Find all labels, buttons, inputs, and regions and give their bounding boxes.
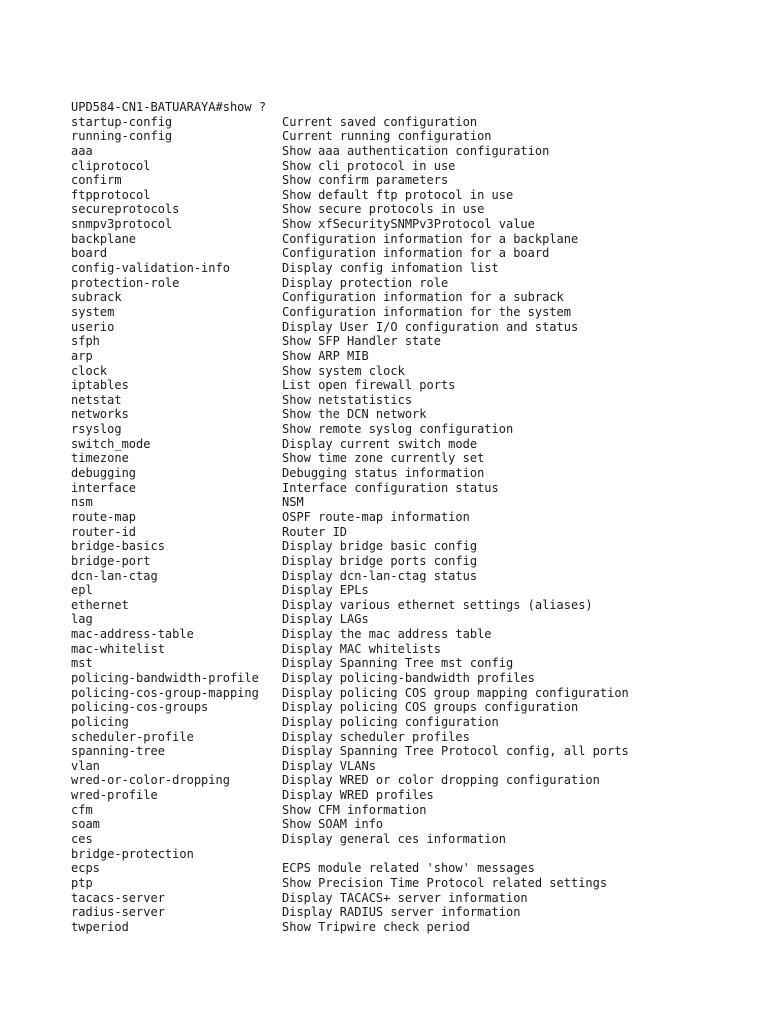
command-name: ftpprotocol [71,187,151,202]
command-name: radius-server [71,905,165,920]
command-row [71,861,721,876]
command-row [71,744,721,759]
command-name: vlan [71,758,100,773]
command-row [71,422,721,437]
command-description: Display EPLs [282,583,369,598]
command-row [71,700,721,715]
command-name: ethernet [71,597,129,612]
command-description: Configuration information for a board [282,246,550,261]
command-name: interface [71,480,137,495]
command-description: Display various ethernet settings (aliases) [282,597,593,612]
command-row [71,246,721,261]
command-name: policing [71,714,129,729]
command-name: ptp [71,875,93,890]
command-name: iptables [71,378,129,393]
command-description: Show remote syslog configuration [282,422,514,437]
command-row [71,832,721,847]
command-row [71,115,721,130]
command-row [71,217,721,232]
cli-output [71,100,721,935]
command-description: Display policing COS groups configuration [282,700,579,715]
command-name: mst [71,656,93,671]
command-description: Show xfSecuritySNMPv3Protocol value [282,217,535,232]
command-name: running-config [71,129,173,144]
command-description: Display WRED or color dropping configuration [282,773,600,788]
command-row [71,276,721,291]
command-row [71,759,721,774]
command-description: Show the DCN network [282,407,427,422]
command-row [71,290,721,305]
command-description: Show Precision Time Protocol related settings [282,875,608,890]
command-description: Display the mac address table [282,627,492,642]
command-row [71,159,721,174]
command-description: Display RADIUS server information [282,905,521,920]
command-name: clock [71,363,108,378]
command-name: tacacs-server [71,890,165,905]
command-row [71,730,721,745]
command-description: Configuration information for the system [282,304,571,319]
command-name: networks [71,407,129,422]
command-row [71,788,721,803]
command-name: userio [71,319,115,334]
command-row [71,466,721,481]
command-description: Current saved configuration [282,114,478,129]
command-row [71,817,721,832]
command-description: Display bridge basic config [282,539,478,554]
command-row [71,129,721,144]
command-row [71,715,721,730]
command-description: Display VLANs [282,758,376,773]
command-description: Display LAGs [282,612,369,627]
command-name: wred-or-color-dropping [71,773,230,788]
command-name: debugging [71,466,137,481]
command-description: Show ARP MIB [282,348,369,363]
command-name: aaa [71,143,93,158]
command-row [71,320,721,335]
command-name: startup-config [71,114,173,129]
command-name: switch_mode [71,436,151,451]
command-row [71,173,721,188]
command-row [71,612,721,627]
command-row [71,305,721,320]
command-row [71,334,721,349]
command-description: Show SFP Handler state [282,334,441,349]
command-name: netstat [71,392,122,407]
command-name: epl [71,583,93,598]
command-description: Display scheduler profiles [282,729,470,744]
command-name: soam [71,817,100,832]
command-name: bridge-port [71,553,151,568]
command-name: rsyslog [71,422,122,437]
command-description: OSPF route-map information [282,509,470,524]
command-description: Display Spanning Tree Protocol config, all ports [282,744,629,759]
command-name: board [71,246,108,261]
command-row [71,627,721,642]
command-row [71,232,721,247]
command-row [71,364,721,379]
command-description: Display TACACS+ server information [282,890,528,905]
command-description: Display general ces information [282,832,506,847]
command-description: Show SOAM info [282,817,384,832]
command-name: bridge-protection [71,846,194,861]
command-description: Display policing configuration [282,714,499,729]
command-row [71,407,721,422]
command-description: Show CFM information [282,802,427,817]
command-row [71,539,721,554]
command-name: lag [71,612,93,627]
command-description: Display dcn-lan-ctag status [282,568,478,583]
command-description [282,847,721,862]
command-row [71,891,721,906]
command-description: Show aaa authentication configuration [282,143,550,158]
command-description: Display WRED profiles [282,788,434,803]
command-description: NSM [282,495,304,510]
command-row [71,671,721,686]
command-name: arp [71,348,93,363]
command-row [71,510,721,525]
command-description: ECPS module related 'show' messages [282,861,535,876]
command-name: backplane [71,231,137,246]
command-name: snmpv3protocol [71,217,173,232]
command-name: system [71,304,115,319]
command-name: protection-role [71,275,180,290]
command-name: twperiod [71,919,129,934]
cli-prompt: UPD584-CN1-BATUARAYA#show ? [71,100,267,114]
command-description: Interface configuration status [282,480,499,495]
command-name: mac-whitelist [71,641,165,656]
command-row [71,583,721,598]
command-name: dcn-lan-ctag [71,568,158,583]
command-description: Display protection role [282,275,449,290]
command-description: Display User I/O configuration and status [282,319,579,334]
command-description: Current running configuration [282,129,492,144]
command-name: subrack [71,290,122,305]
command-description: Display Spanning Tree mst config [282,656,514,671]
command-description: Router ID [282,524,348,539]
command-name: config-validation-info [71,261,230,276]
command-row [71,905,721,920]
command-row [71,495,721,510]
command-name: sfph [71,334,100,349]
command-row [71,803,721,818]
command-row [71,349,721,364]
command-description: Display bridge ports config [282,553,478,568]
command-row [71,437,721,452]
command-description: Configuration information for a backplane [282,231,579,246]
command-name: policing-cos-groups [71,700,209,715]
command-description: Show confirm parameters [282,173,449,188]
command-row [71,525,721,540]
command-name: cliprotocol [71,158,151,173]
command-name: cfm [71,802,93,817]
command-row [71,202,721,217]
command-name: scheduler-profile [71,729,194,744]
command-row [71,876,721,891]
command-row [71,261,721,276]
command-description: Show netstatistics [282,392,413,407]
command-row [71,188,721,203]
command-row [71,686,721,701]
command-name: timezone [71,451,129,466]
command-name: spanning-tree [71,744,165,759]
command-row [71,920,721,935]
command-name: policing-bandwidth-profile [71,670,259,685]
command-name: mac-address-table [71,627,194,642]
command-row [71,598,721,613]
command-description: Display current switch mode [282,436,478,451]
command-name: nsm [71,495,93,510]
command-description: Show secure protocols in use [282,202,485,217]
command-name: secureprotocols [71,202,180,217]
command-row [71,378,721,393]
command-name: ces [71,832,93,847]
command-description: List open firewall ports [282,378,456,393]
command-name: ecps [71,861,100,876]
command-row [71,773,721,788]
command-name: router-id [71,524,137,539]
command-description: Show time zone currently set [282,451,485,466]
command-description: Display config infomation list [282,261,499,276]
command-name: wred-profile [71,788,158,803]
command-description: Show default ftp protocol in use [282,187,514,202]
command-name: route-map [71,509,137,524]
command-description: Show Tripwire check period [282,919,470,934]
command-row [71,144,721,159]
command-list [71,115,721,935]
command-description: Show cli protocol in use [282,158,456,173]
command-row [71,569,721,584]
command-description: Display policing COS group mapping configuration [282,685,629,700]
command-row [71,656,721,671]
command-row [71,847,721,862]
command-name: confirm [71,173,122,188]
command-name: policing-cos-group-mapping [71,685,259,700]
command-name: bridge-basics [71,539,165,554]
command-description: Show system clock [282,363,405,378]
command-description: Configuration information for a subrack [282,290,564,305]
command-row [71,451,721,466]
command-row [71,481,721,496]
command-row [71,642,721,657]
command-description: Debugging status information [282,466,485,481]
command-description: Display policing-bandwidth profiles [282,670,535,685]
command-row [71,393,721,408]
command-row [71,554,721,569]
command-description: Display MAC whitelists [282,641,441,656]
